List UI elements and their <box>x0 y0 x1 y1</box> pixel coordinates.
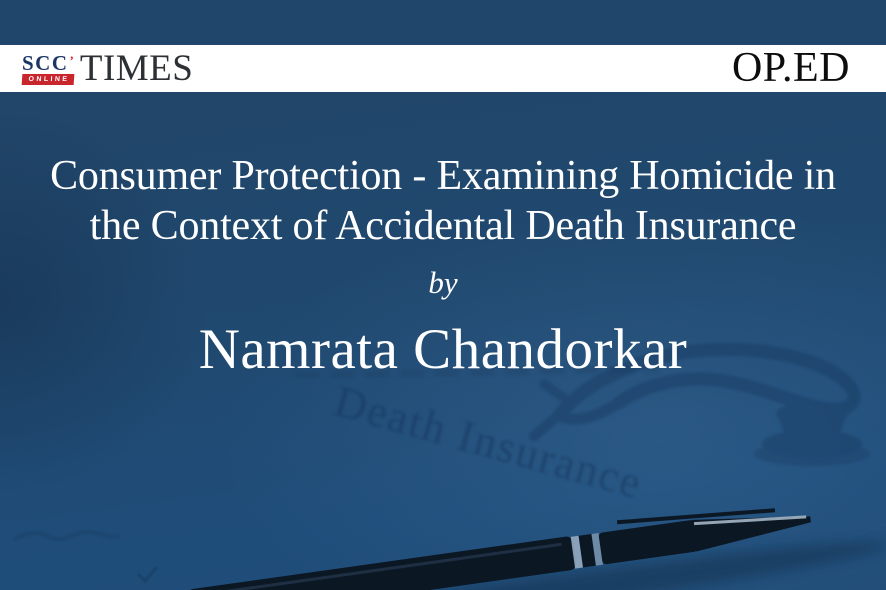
header-band <box>0 45 886 92</box>
title-line-2: the Context of Accidental Death Insurance <box>89 202 797 249</box>
death-insurance-watermark: Death Insurance <box>329 376 648 509</box>
handwriting-squiggle <box>14 532 157 581</box>
main-graphic-area <box>0 92 886 590</box>
oped-label: OP.ED <box>731 45 850 91</box>
banner-text-block <box>0 92 886 382</box>
byline: by <box>428 264 458 300</box>
online-badge: ONLINE <box>22 74 75 85</box>
article-title <box>0 92 886 252</box>
author-name: Namrata Chandorkar <box>198 317 688 381</box>
scc-wordmark: SCC <box>22 50 69 75</box>
title-line-1: Consumer Protection - Examining Homicide in <box>50 153 836 199</box>
top-navy-bar <box>0 0 886 45</box>
scc-trademark-tick: ’ <box>69 52 74 68</box>
scc-times-logo <box>22 46 193 91</box>
pen-silhouette <box>185 486 886 590</box>
times-wordmark: TIMES <box>79 48 194 89</box>
scc-online-mark <box>22 50 74 86</box>
